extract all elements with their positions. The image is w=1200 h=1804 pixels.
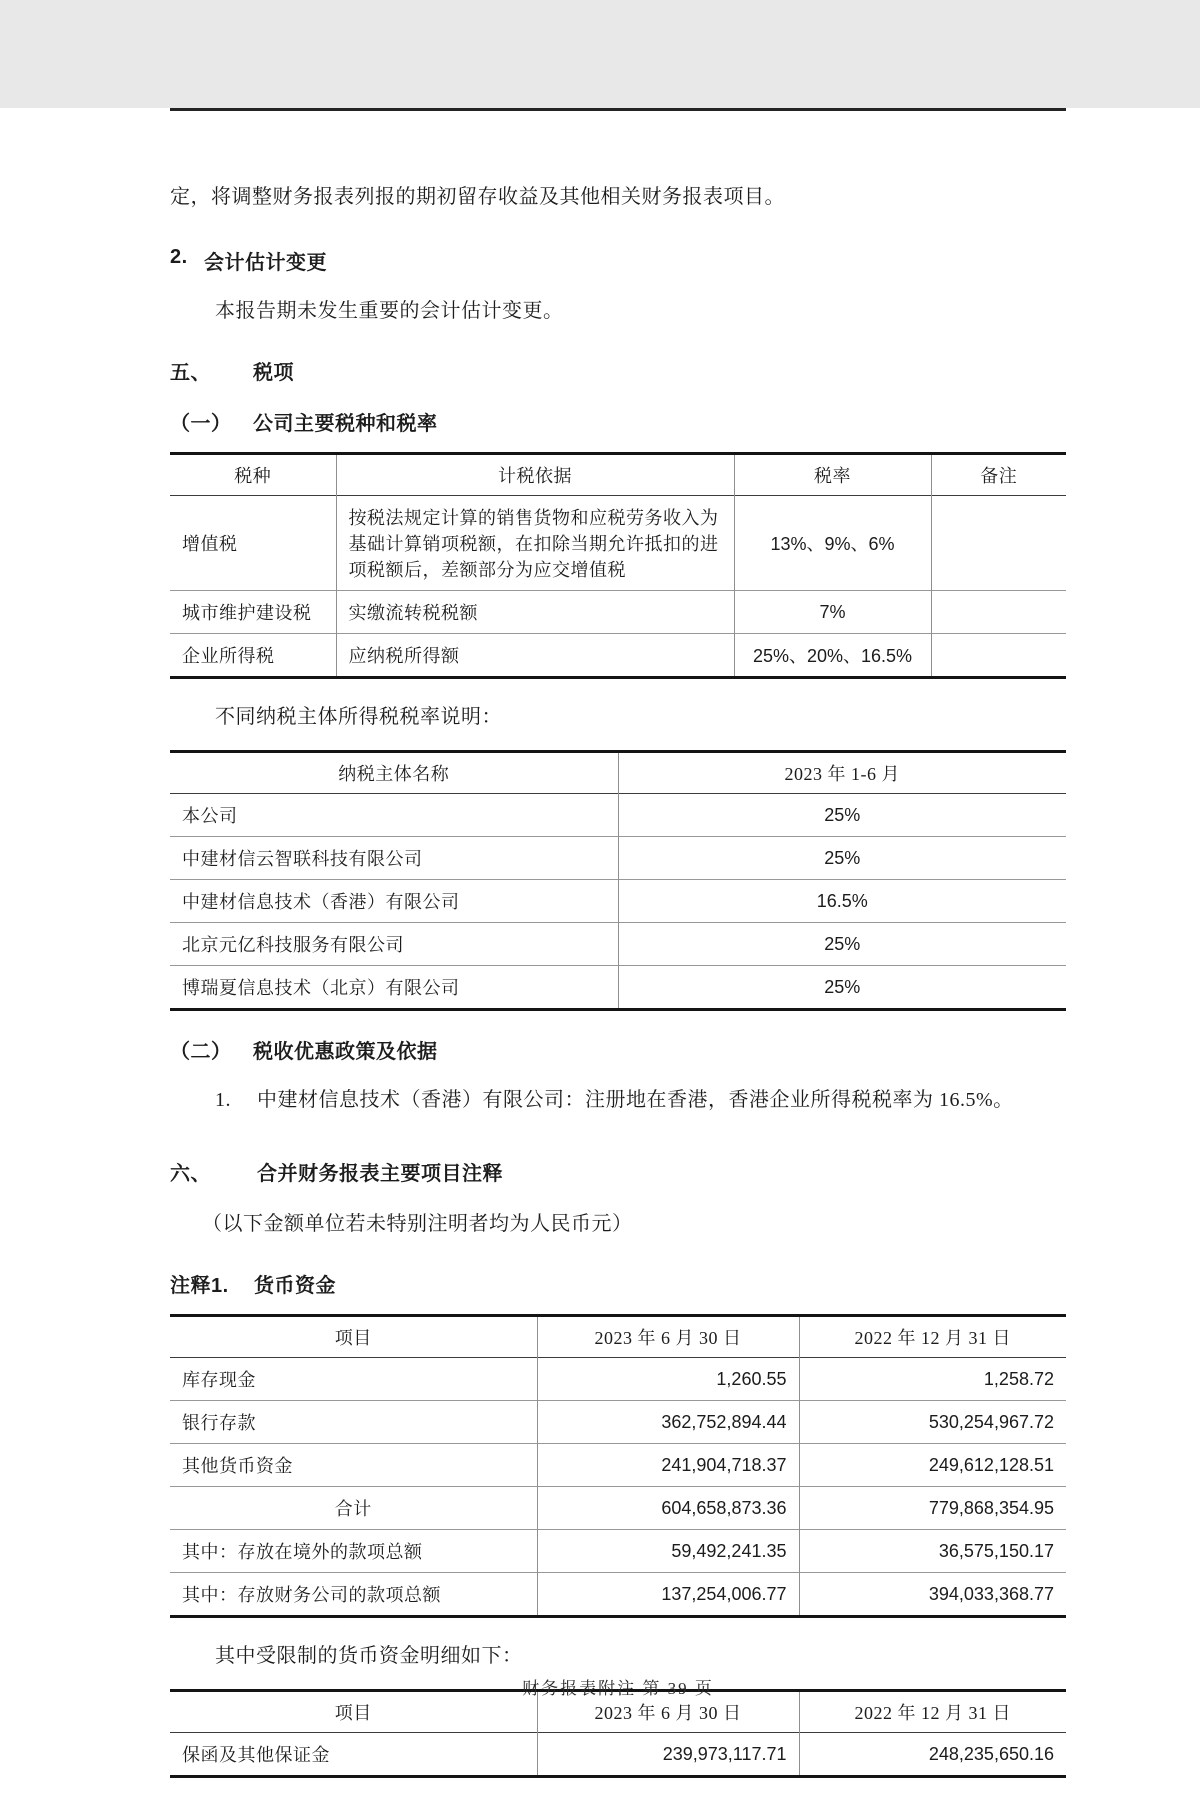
item-cell: 其他货币资金	[182, 1456, 293, 1476]
remark-cell	[931, 591, 1066, 634]
entity-name-cell: 中建材信云智联科技有限公司	[182, 849, 423, 869]
heading-tax-preference	[170, 1035, 1066, 1064]
entities-note: 不同纳税主体所得税税率说明：	[215, 706, 502, 728]
current-amount-cell: 59,492,241.35	[537, 1530, 799, 1573]
entity-rate-cell: 25%	[618, 966, 1066, 1010]
prior-amount-cell: 249,612,128.51	[799, 1444, 1066, 1487]
item-text: 中建材信息技术（香港）有限公司：注册地在香港，香港企业所得税税率为 16.5%。	[257, 1089, 1014, 1111]
heading-number: （一）	[170, 413, 232, 435]
table-row	[170, 591, 1066, 634]
table-row	[170, 837, 1066, 880]
prior-amount-cell: 530,254,967.72	[799, 1401, 1066, 1444]
heading-note1-monetary-funds	[170, 1269, 1066, 1298]
tax-rate-cell: 7%	[734, 591, 931, 634]
current-amount-cell: 604,658,873.36	[537, 1487, 799, 1530]
heading-number: 六、	[170, 1163, 211, 1185]
heading-number: （二）	[170, 1041, 232, 1063]
heading-title: 税收优惠政策及依据	[253, 1041, 438, 1063]
table-row	[170, 1573, 1066, 1617]
prior-amount-cell: 36,575,150.17	[799, 1530, 1066, 1573]
col-header-current-period: 2023 年 6 月 30 日	[537, 1691, 799, 1733]
remark-cell	[931, 634, 1066, 678]
col-header-prior-period: 2022 年 12 月 31 日	[799, 1316, 1066, 1358]
heading-main-taxes	[170, 407, 1066, 436]
remark-cell	[931, 496, 1066, 591]
item-cell: 银行存款	[182, 1413, 256, 1433]
table-header-row	[170, 752, 1066, 794]
unit-note: （以下金额单位若未特别注明者均为人民币元）	[202, 1213, 633, 1235]
col-header-period: 2023 年 1-6 月	[618, 752, 1066, 794]
item-cell: 其中：存放在境外的款项总额	[182, 1542, 423, 1562]
heading-title: 货币资金	[254, 1275, 336, 1297]
col-header-remark: 备注	[931, 454, 1066, 496]
col-header-tax-type: 税种	[234, 466, 272, 486]
heading-title: 税项	[253, 362, 294, 384]
tax-rate-cell: 25%、20%、16.5%	[734, 634, 931, 678]
current-amount-cell: 137,254,006.77	[537, 1573, 799, 1617]
tax-type-cell: 企业所得税	[182, 646, 275, 666]
col-header-item: 项目	[334, 1703, 372, 1723]
table-row	[170, 966, 1066, 1010]
entity-name-cell: 本公司	[182, 806, 238, 826]
entity-name-cell: 博瑞夏信息技术（北京）有限公司	[182, 978, 460, 998]
col-header-entity-name: 纳税主体名称	[338, 764, 450, 784]
entity-rate-cell: 25%	[618, 794, 1066, 837]
prior-amount-cell: 779,868,354.95	[799, 1487, 1066, 1530]
table-row	[170, 1530, 1066, 1573]
heading-title: 合并财务报表主要项目注释	[257, 1163, 503, 1185]
tax-basis-cell: 按税法规定计算的销售货物和应税劳务收入为基础计算销项税额，在扣除当期允许抵扣的进项税额后，差额部分为应交增值税	[336, 496, 734, 591]
document-page	[0, 108, 1200, 1804]
table-row	[170, 1444, 1066, 1487]
table-header-row	[170, 454, 1066, 496]
entity-rate-cell: 16.5%	[618, 880, 1066, 923]
page-footer: 财务报表附注 第 39 页	[522, 1679, 714, 1698]
restricted-funds-note: 其中受限制的货币资金明细如下：	[215, 1645, 523, 1667]
item-number: 1.	[215, 1089, 231, 1111]
table-row	[170, 496, 1066, 591]
heading-number: 五、	[170, 362, 211, 384]
item-cell-total: 合计	[334, 1499, 372, 1519]
tax-preference-item	[215, 1086, 1066, 1115]
table-row	[170, 880, 1066, 923]
entity-name-cell: 中建材信息技术（香港）有限公司	[182, 892, 460, 912]
current-amount-cell: 362,752,894.44	[537, 1401, 799, 1444]
restricted-funds-table	[170, 1689, 1066, 1778]
current-amount-cell: 1,260.55	[537, 1358, 799, 1401]
table-row	[170, 1401, 1066, 1444]
item-cell: 其中：存放财务公司的款项总额	[182, 1585, 441, 1605]
entity-rate-cell: 25%	[618, 837, 1066, 880]
tax-rate-cell: 13%、9%、6%	[734, 496, 931, 591]
heading-notes-section	[170, 1157, 1066, 1186]
accounting-estimate-body: 本报告期未发生重要的会计估计变更。	[215, 300, 564, 322]
col-header-tax-rate: 税率	[734, 454, 931, 496]
page-header-rule	[170, 108, 1066, 111]
col-header-item: 项目	[334, 1328, 372, 1348]
heading-number: 注释1.	[170, 1275, 229, 1297]
item-cell: 保函及其他保证金	[182, 1745, 330, 1765]
table-row	[170, 1358, 1066, 1401]
current-amount-cell: 241,904,718.37	[537, 1444, 799, 1487]
intro-paragraph: 定，将调整财务报表列报的期初留存收益及其他相关财务报表项目。	[170, 186, 785, 208]
prior-amount-cell: 394,033,368.77	[799, 1573, 1066, 1617]
heading-tax-section	[170, 356, 1066, 385]
col-header-current-period: 2023 年 6 月 30 日	[537, 1316, 799, 1358]
heading-accounting-estimate	[170, 246, 1066, 275]
entity-name-cell: 北京元亿科技服务有限公司	[182, 935, 404, 955]
prior-amount-cell: 1,258.72	[799, 1358, 1066, 1401]
table-row	[170, 1733, 1066, 1777]
table-row	[170, 634, 1066, 678]
item-cell: 库存现金	[182, 1370, 256, 1390]
heading-title: 会计估计变更	[204, 252, 327, 274]
table-row	[170, 794, 1066, 837]
tax-type-cell: 增值税	[182, 534, 238, 554]
monetary-funds-table	[170, 1314, 1066, 1618]
table-row-total	[170, 1487, 1066, 1530]
tax-rate-table	[170, 452, 1066, 679]
heading-title: 公司主要税种和税率	[253, 413, 438, 435]
tax-basis-cell: 应纳税所得额	[336, 634, 734, 678]
tax-basis-cell: 实缴流转税税额	[336, 591, 734, 634]
table-row	[170, 923, 1066, 966]
prior-amount-cell: 248,235,650.16	[799, 1733, 1066, 1777]
tax-type-cell: 城市维护建设税	[182, 603, 312, 623]
heading-number: 2.	[170, 246, 188, 268]
table-header-row	[170, 1316, 1066, 1358]
current-amount-cell: 239,973,117.71	[537, 1733, 799, 1777]
taxpayer-rate-table	[170, 750, 1066, 1011]
entity-rate-cell: 25%	[618, 923, 1066, 966]
col-header-prior-period: 2022 年 12 月 31 日	[799, 1691, 1066, 1733]
col-header-tax-basis: 计税依据	[336, 454, 734, 496]
